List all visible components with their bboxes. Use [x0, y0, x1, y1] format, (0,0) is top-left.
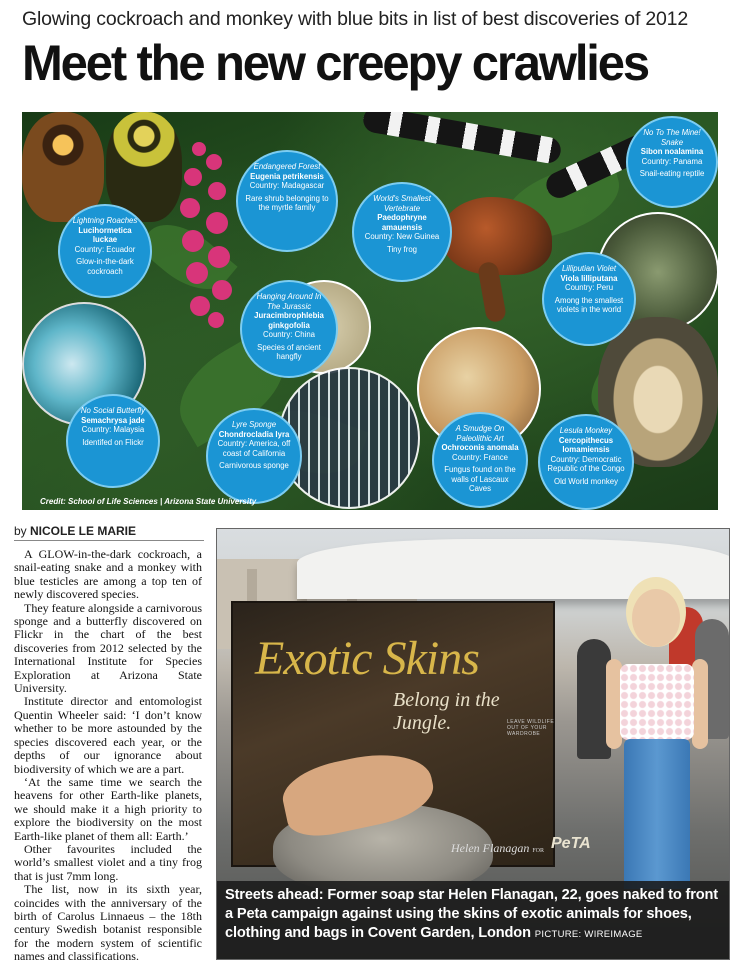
photo-caption: [217, 881, 729, 959]
byline-rule: [14, 540, 204, 541]
callout-species: Lucihormetica luckae: [78, 225, 132, 244]
callout-species: Paedophryne amauensis: [377, 213, 427, 232]
callout-species: Viola lilliputana: [560, 273, 618, 283]
callout-endangered-forest: [236, 150, 338, 252]
image-credit: Credit: School of Life Sciences | Arizona State University: [40, 497, 257, 506]
signature-text: Helen Flanagan: [451, 841, 530, 855]
callout-species: Chondrocladia lyra: [218, 429, 290, 439]
callout-species: Ochroconis anomala: [441, 443, 519, 452]
callout-desc: Snail-eating reptile: [639, 169, 705, 178]
caption-text: Streets ahead: Former soap star Helen Flanagan, 22, goes naked to front a Peta campaign against using the skins of exotic animals for shoes, clothing and bags in Covent Garden, London: [225, 887, 718, 941]
callout-title: Lightning Roaches: [72, 216, 138, 225]
shrub-image: [172, 142, 242, 342]
byline: [14, 524, 136, 538]
kicker: Glowing cockroach and monkey with blue bits in list of best discoveries of 2012: [22, 8, 688, 30]
callout-title: Lesula Monkey: [559, 426, 613, 435]
board-title: Exotic Skins: [255, 632, 479, 685]
callout-country: Country: Panama: [641, 156, 703, 166]
callout-lyre-sponge: [206, 408, 302, 504]
article-paragraph: A GLOW-in-the-dark cockroach, a snail-eating snake and a monkey with blue testicles are among a top ten of newly discovered species.: [14, 547, 202, 602]
callout-title: Hanging Around In The Jurassic: [256, 292, 322, 311]
peta-logo: PeTA: [551, 835, 591, 852]
arm: [692, 659, 708, 749]
callout-title: Endangered Forest: [253, 162, 321, 171]
peta-campaign-photo: [216, 528, 730, 960]
board-tagline: LEAVE WILDLIFE OUT OF YOUR WARDROBE: [507, 719, 555, 737]
callout-title: Lilliputian Violet: [561, 264, 617, 273]
callout-country: Country: Peru: [564, 283, 614, 292]
floral-top: [620, 664, 694, 740]
byline-author: NICOLE LE MARIE: [30, 524, 137, 538]
callout-social-butterfly: [66, 394, 160, 488]
callout-lightning-roaches: [58, 204, 152, 298]
sponge-image: [278, 367, 420, 509]
callout-country: Country: America, off coast of California: [217, 439, 291, 458]
snake-image: [361, 112, 562, 165]
byline-prefix: by: [14, 524, 31, 538]
callout-title: No Social Butterfly: [80, 406, 146, 415]
callout-smallest-vertebrate: [352, 182, 452, 282]
for-text: FOR: [532, 848, 544, 854]
species-collage: [22, 112, 718, 510]
headline: Meet the new creepy crawlies: [22, 35, 648, 91]
callout-title: World's Smallest Vertebrate: [373, 194, 431, 213]
callout-country: Country: Madagascar: [249, 181, 325, 190]
helen-flanagan-figure: [602, 589, 712, 909]
callout-species: Eugenia petrikensis: [250, 171, 324, 181]
jeans: [624, 739, 690, 889]
callout-paleolithic-art: [432, 412, 528, 508]
article-paragraph: Institute director and entomologist Quentin Wheeler said: ‘I don’t know whether to be more astounded by the species discovered each year, or the depths of our ignorance about biodiversity of which we are a part.: [14, 694, 202, 776]
picture-credit: PICTURE: WIREIMAGE: [534, 929, 643, 940]
head: [632, 589, 680, 647]
callout-country: Country: France: [452, 452, 508, 462]
callout-desc: Old World monkey: [554, 476, 618, 486]
callout-species: Cercopithecus lomamiensis: [558, 435, 614, 454]
callout-desc: Carnivorous sponge: [219, 461, 289, 470]
callout-title: Lyre Sponge: [231, 420, 277, 429]
board-subtitle: Belong in the Jungle.: [393, 689, 500, 734]
callout-desc: Identifed on Flickr: [82, 437, 144, 447]
board-signature: [451, 841, 544, 856]
callout-desc: Among the smallest violets in the world: [554, 295, 624, 314]
callout-desc: Glow-in-the-dark cockroach: [76, 257, 134, 276]
article-paragraph: Other favourites included the world’s smallest violet and a tiny frog that is just 7mm long.: [14, 841, 202, 883]
callout-title: No To The Mine! Snake: [643, 128, 701, 147]
callout-desc: Species of ancient hangfly: [257, 342, 321, 361]
callout-country: Country: China: [262, 330, 315, 339]
callout-country: Country: New Guinea: [364, 232, 440, 241]
callout-lesula-monkey: [538, 414, 634, 510]
callout-mine-snake: [626, 116, 718, 208]
article-paragraph: ‘At the same time we search the heavens for other Earth-like planets, we should make it a high priority to explore the biodiversity on the most Earth-like planet of them all: Earth.’: [14, 774, 202, 843]
callout-desc: Tiny frog: [386, 244, 418, 254]
callout-country: Country: Ecuador: [74, 244, 136, 254]
callout-species: Sibon noalamina: [640, 147, 704, 156]
callout-jurassic-hangfly: [240, 280, 338, 378]
article-paragraph: They feature alongside a carnivorous sponge and a butterfly discovered on Flickr in the chart of the best discoveries from 2012 selected by the International Institute for Species Exploration at Arizona State University.: [14, 600, 202, 696]
callout-desc: Fungus found on the walls of Lascaux Caves: [444, 465, 516, 493]
article-body: [14, 548, 202, 964]
callout-title: A Smudge On Paleolithic Art: [455, 424, 505, 443]
callout-species: Semachrysa jade: [81, 415, 145, 425]
callout-species: Juracimbrophlebia ginkgofolia: [254, 311, 324, 330]
callout-lilliputian-violet: [542, 252, 636, 346]
callout-country: Country: Malaysia: [81, 425, 145, 434]
campaign-board: [231, 601, 591, 867]
article-paragraph: The list, now in its sixth year, coincides with the anniversary of the birth of Carolus Linnaeus – the 18th century Swedish botanist responsible for the modern system of scientific names and classifications.: [14, 882, 202, 964]
callout-country: Country: Democratic Republic of the Congo: [547, 454, 625, 473]
callout-desc: Rare shrub belonging to the myrtle family: [245, 193, 329, 212]
